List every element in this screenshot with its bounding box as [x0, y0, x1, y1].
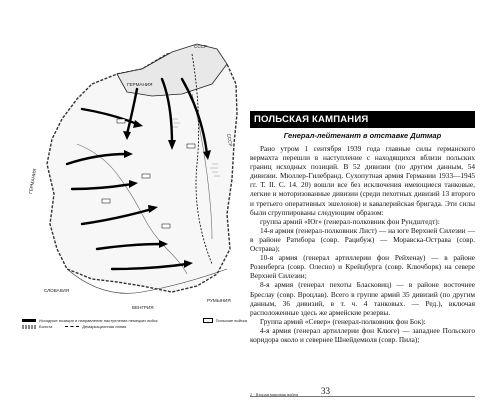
paragraph: 4-я армия (генерал артиллерии фон Клюге) — западнее Польского коридора около и севернее Шнейдемюля (совр. Пила); — [250, 325, 475, 344]
label-hungary: ВЕНГРИЯ — [132, 305, 154, 310]
legend-swamps-label: Болота — [39, 324, 53, 329]
legend-polish-label: Польские войска — [215, 318, 247, 323]
label-romania: РУМЫНИЯ — [207, 298, 231, 303]
article-subheading: Генерал-лейтенант в отставке Дитмар — [283, 131, 442, 140]
footer-book-title: 2 · Вторая мировая война — [250, 392, 299, 397]
paragraph: 10-я армия (генерал артиллерии фон Рейхенау) — в районе Розенберга (совр. Олесно) и Крейцбурга (совр. Ключборк) на севере Верхней Силезии; — [250, 253, 475, 281]
article — [250, 111, 475, 344]
legend-row-swamps — [22, 324, 247, 329]
page-number: 33 — [321, 386, 330, 396]
paragraph: Группа армий «Север» (генерал-полковник фон Бок): — [260, 316, 426, 326]
paragraph: 14-я армия (генерал-полковник Лист) — на юге Верхней Силезии — в районе Ратибора (совр. Рацибуж) — Моравска-Остравa (совр. Острава); — [250, 225, 475, 254]
map-legend — [22, 318, 247, 329]
label-ussr-east: СССР — [226, 133, 234, 148]
label-germany-side: ГЕРМАНИЯ — [28, 168, 38, 195]
legend-demarcation-label: Демаркационная линия — [82, 324, 127, 329]
label-ussr: СССР — [194, 44, 208, 49]
article-heading: ПОЛЬСКАЯ КАМПАНИЯ — [250, 111, 475, 128]
legend-advance-label: Исходные позиции и направление наступления немецких войск — [39, 318, 158, 323]
troops-icon — [203, 318, 213, 323]
paragraph: Рано утром 1 сентября 1939 года главные силы германского вермахта перешли в наступление с находящихся вблизи польских границ исходных позиций. В 52 дивизии (по другим данным, 54 дивизии. Мюллер-Гилебранд. Сухопутная армия Германии 1933—1945 гг. Т. II. С. 14. 20) вошли все без исключения имеющиеся танковые, легкие и моторизованные дивизии (среди пехотных дивизий 13 второго и третьего оперативных эшелонов) и кавалерийская бригада. Эти силы были сгруппированы следующим образом: — [250, 144, 475, 217]
legend-row-advance — [22, 318, 247, 323]
paragraph: 8-я армия (генерал пехоты Бласковиц) — в районе восточнее Бреслау (совр. Вроцлав). Всего в группе армий 35 дивизий (по другим данным, 36 дивизий, в т. ч. 4 танковых. — Ред.), включая расположенные здесь же армейские резервы. — [250, 280, 475, 317]
demarcation-icon — [65, 326, 79, 327]
label-slovakia: СЛОВАКИЯ — [44, 288, 70, 293]
paragraph: группа армий «Юг» (генерал-полковник фон Рундштедт): — [260, 216, 440, 226]
arrow-icon — [22, 319, 36, 322]
label-germany: ГЕРМАНИЯ — [127, 82, 153, 87]
swamp-icon — [22, 325, 36, 329]
